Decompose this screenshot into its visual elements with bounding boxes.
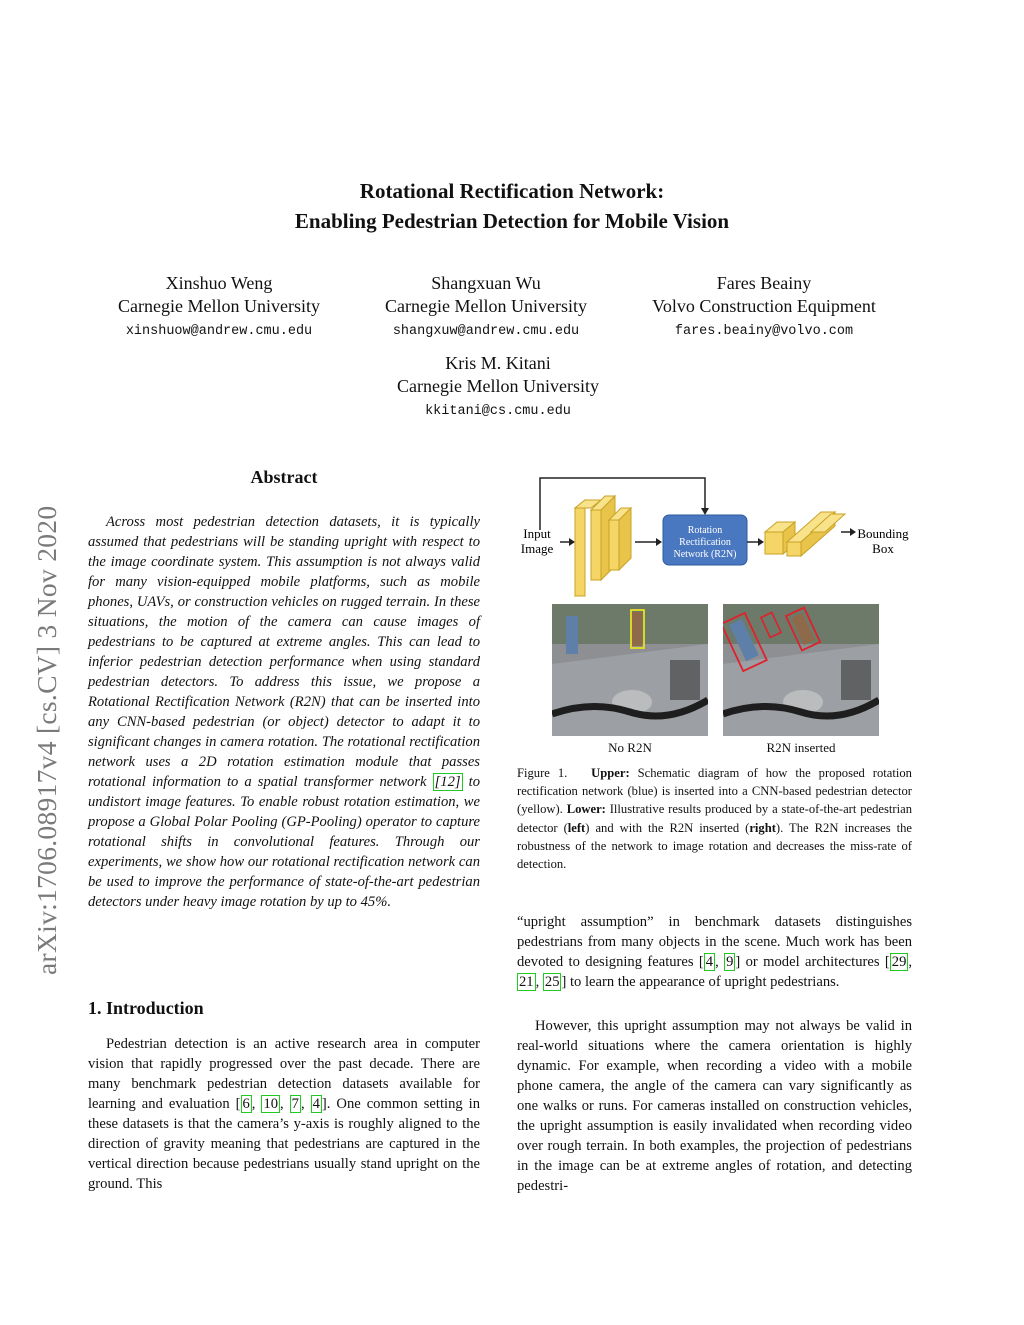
author-affiliation: Carnegie Mellon University	[385, 296, 587, 316]
citation-link[interactable]: 4	[312, 1096, 320, 1112]
abstract-heading: Abstract	[250, 467, 318, 487]
scooter	[670, 660, 700, 700]
r2n-schematic-diagram	[515, 470, 915, 600]
intro-paragraph-2: “upright assumption” in benchmark datasets distinguishes pedestrians from many objects in the scene. Much work has been devoted to designing features [ 4 , 9 ] or model architectures [ 29 , 21 , 25 ] to learn the appearance of upright pedestrians.	[517, 914, 913, 990]
author-name: Kris M. Kitani	[445, 353, 551, 373]
citation-link[interactable]: 4	[705, 954, 714, 970]
author-name: Fares Beainy	[716, 273, 812, 293]
author-block	[88, 272, 350, 343]
intro-paragraph-3: However, this upright assumption may not always be valid in real-world situations where the camera orientation is highly dynamic. For example, when recording a video with a mobile phone camera, the angle of the camera can vary significantly as one walks or runs. For cameras installed on construction vehicles, the upright assumption is easily invalidated when recording video over rough terrain. In both examples, the projection of pedestrians in the image can be at extreme angles of rotation, and detecting pedestri-	[517, 1018, 912, 1194]
figure-caption: Figure 1. Upper: Schematic diagram of how the proposed rotation rectification network (blue) is inserted into a CNN-based pedestrian detector (yellow). Lower: Illustrative results produced by a state-of-the-art pedestrian detector (left) and with the R2N inserted (right). The R2N increases the robustness of the network to image rotation and decreases the miss-rate of detection.	[517, 766, 912, 872]
author-email[interactable]: xinshuow@andrew.cmu.edu	[125, 324, 313, 339]
output-label: Box	[872, 541, 894, 556]
arrowhead	[701, 508, 709, 515]
input-label: Image	[520, 541, 554, 556]
author-affiliation: Carnegie Mellon University	[118, 296, 320, 316]
author-email[interactable]: shangxuw@andrew.cmu.edu	[392, 324, 580, 339]
arxiv-side-label	[31, 505, 71, 1015]
arxiv-id-text: arXiv:1706.08917v4 [cs.CV] 3 Nov 2020	[31, 505, 62, 975]
cnn-encoder-blocks	[575, 496, 631, 596]
citation-link[interactable]: [12]	[434, 774, 461, 790]
citation-link[interactable]: 29	[891, 954, 907, 970]
author-block	[362, 352, 634, 423]
arrowhead	[758, 538, 764, 546]
author-email[interactable]: kkitani@cs.cmu.edu	[425, 404, 571, 419]
abstract-text: Across most pedestrian detection datasets, it is typically assumed that pedestrians will be standing upright with respect to the image coordinate system. This assumption is not always valid for many vision-equipped mobile platforms, such as mobile phones, UAVs, or construction vehicles on rugged terrain. In these situations, the motion of the camera can cause images of pedestrians to be captured at extreme angles. This can lead to inferior pedestrian detection performance when using standard pedestrian detectors. To address this issue, we propose a Rotational Rectification Network (R2N) that can be inserted into any CNN-based pedestrian (or object) detector to adapt it to significant changes in camera rotation. The rotational rectification network uses a 2D rotation estimation module that passes rotational information to a spatial transformer network [12] to undistort image features. To enable robust rotation estimation, we propose a Global Polar Pooling (GP-Pooling) operator to capture rotational shifts in convolutional features. Through our experiments, we show how our rotational rectification network can be used to improve the performance of state-of-the-art pedestrian detectors under heavy image rotation by up to 45%.	[88, 514, 480, 910]
author-name: Xinshuo Weng	[165, 273, 273, 293]
r2n-label: Network (R2N)	[673, 549, 737, 560]
pedestrian	[632, 612, 642, 646]
title-line-1: Rotational Rectification Network:	[359, 179, 665, 203]
photo-no-r2n-label: No R2N	[608, 740, 652, 755]
author-block	[355, 272, 617, 343]
citation-link[interactable]: 10	[263, 1096, 279, 1112]
output-label: Bounding	[857, 526, 909, 541]
photo-no-r2n	[552, 604, 708, 736]
citation-link[interactable]: 6	[242, 1096, 250, 1112]
photo-r2n-inserted	[723, 604, 879, 736]
intro-paragraph-1: Pedestrian detection is an active research area in computer vision that rapidly progressed over the past decade. There are many benchmark pedestrian detection datasets available for learning and evaluation [ 6 , 10 , 7 , 4 ]. One common setting in these datasets is that the camera’s y-axis is roughly aligned to the direction of gravity meaning that pedestrians are captured in the vertical direction because pedestrians usually stand upright on the ground. This	[88, 1036, 481, 1192]
paper-title	[0, 176, 1024, 236]
cnn-head-blocks	[765, 512, 845, 556]
citation-link[interactable]: 25	[544, 974, 560, 990]
citation-link[interactable]: 9	[726, 954, 734, 970]
photo-r2n-inserted-label: R2N inserted	[766, 740, 836, 755]
intro-heading: 1. Introduction	[88, 998, 204, 1018]
citation-link[interactable]: 7	[291, 1096, 299, 1112]
author-block	[628, 272, 900, 343]
arrowhead	[656, 538, 662, 546]
arrowhead	[569, 538, 575, 546]
author-affiliation: Carnegie Mellon University	[397, 376, 599, 396]
r2n-label: Rotation	[687, 525, 723, 536]
author-affiliation: Volvo Construction Equipment	[652, 296, 876, 316]
input-label: Input	[523, 526, 551, 541]
arrowhead	[850, 528, 856, 536]
title-line-2: Enabling Pedestrian Detection for Mobile Vision	[294, 209, 730, 233]
author-email[interactable]: fares.beainy@volvo.com	[674, 324, 854, 339]
scooter	[841, 660, 871, 700]
citation-link[interactable]: 21	[519, 974, 534, 990]
r2n-label: Rectification	[679, 537, 731, 548]
author-name: Shangxuan Wu	[431, 273, 541, 293]
pedestrian	[566, 616, 578, 654]
